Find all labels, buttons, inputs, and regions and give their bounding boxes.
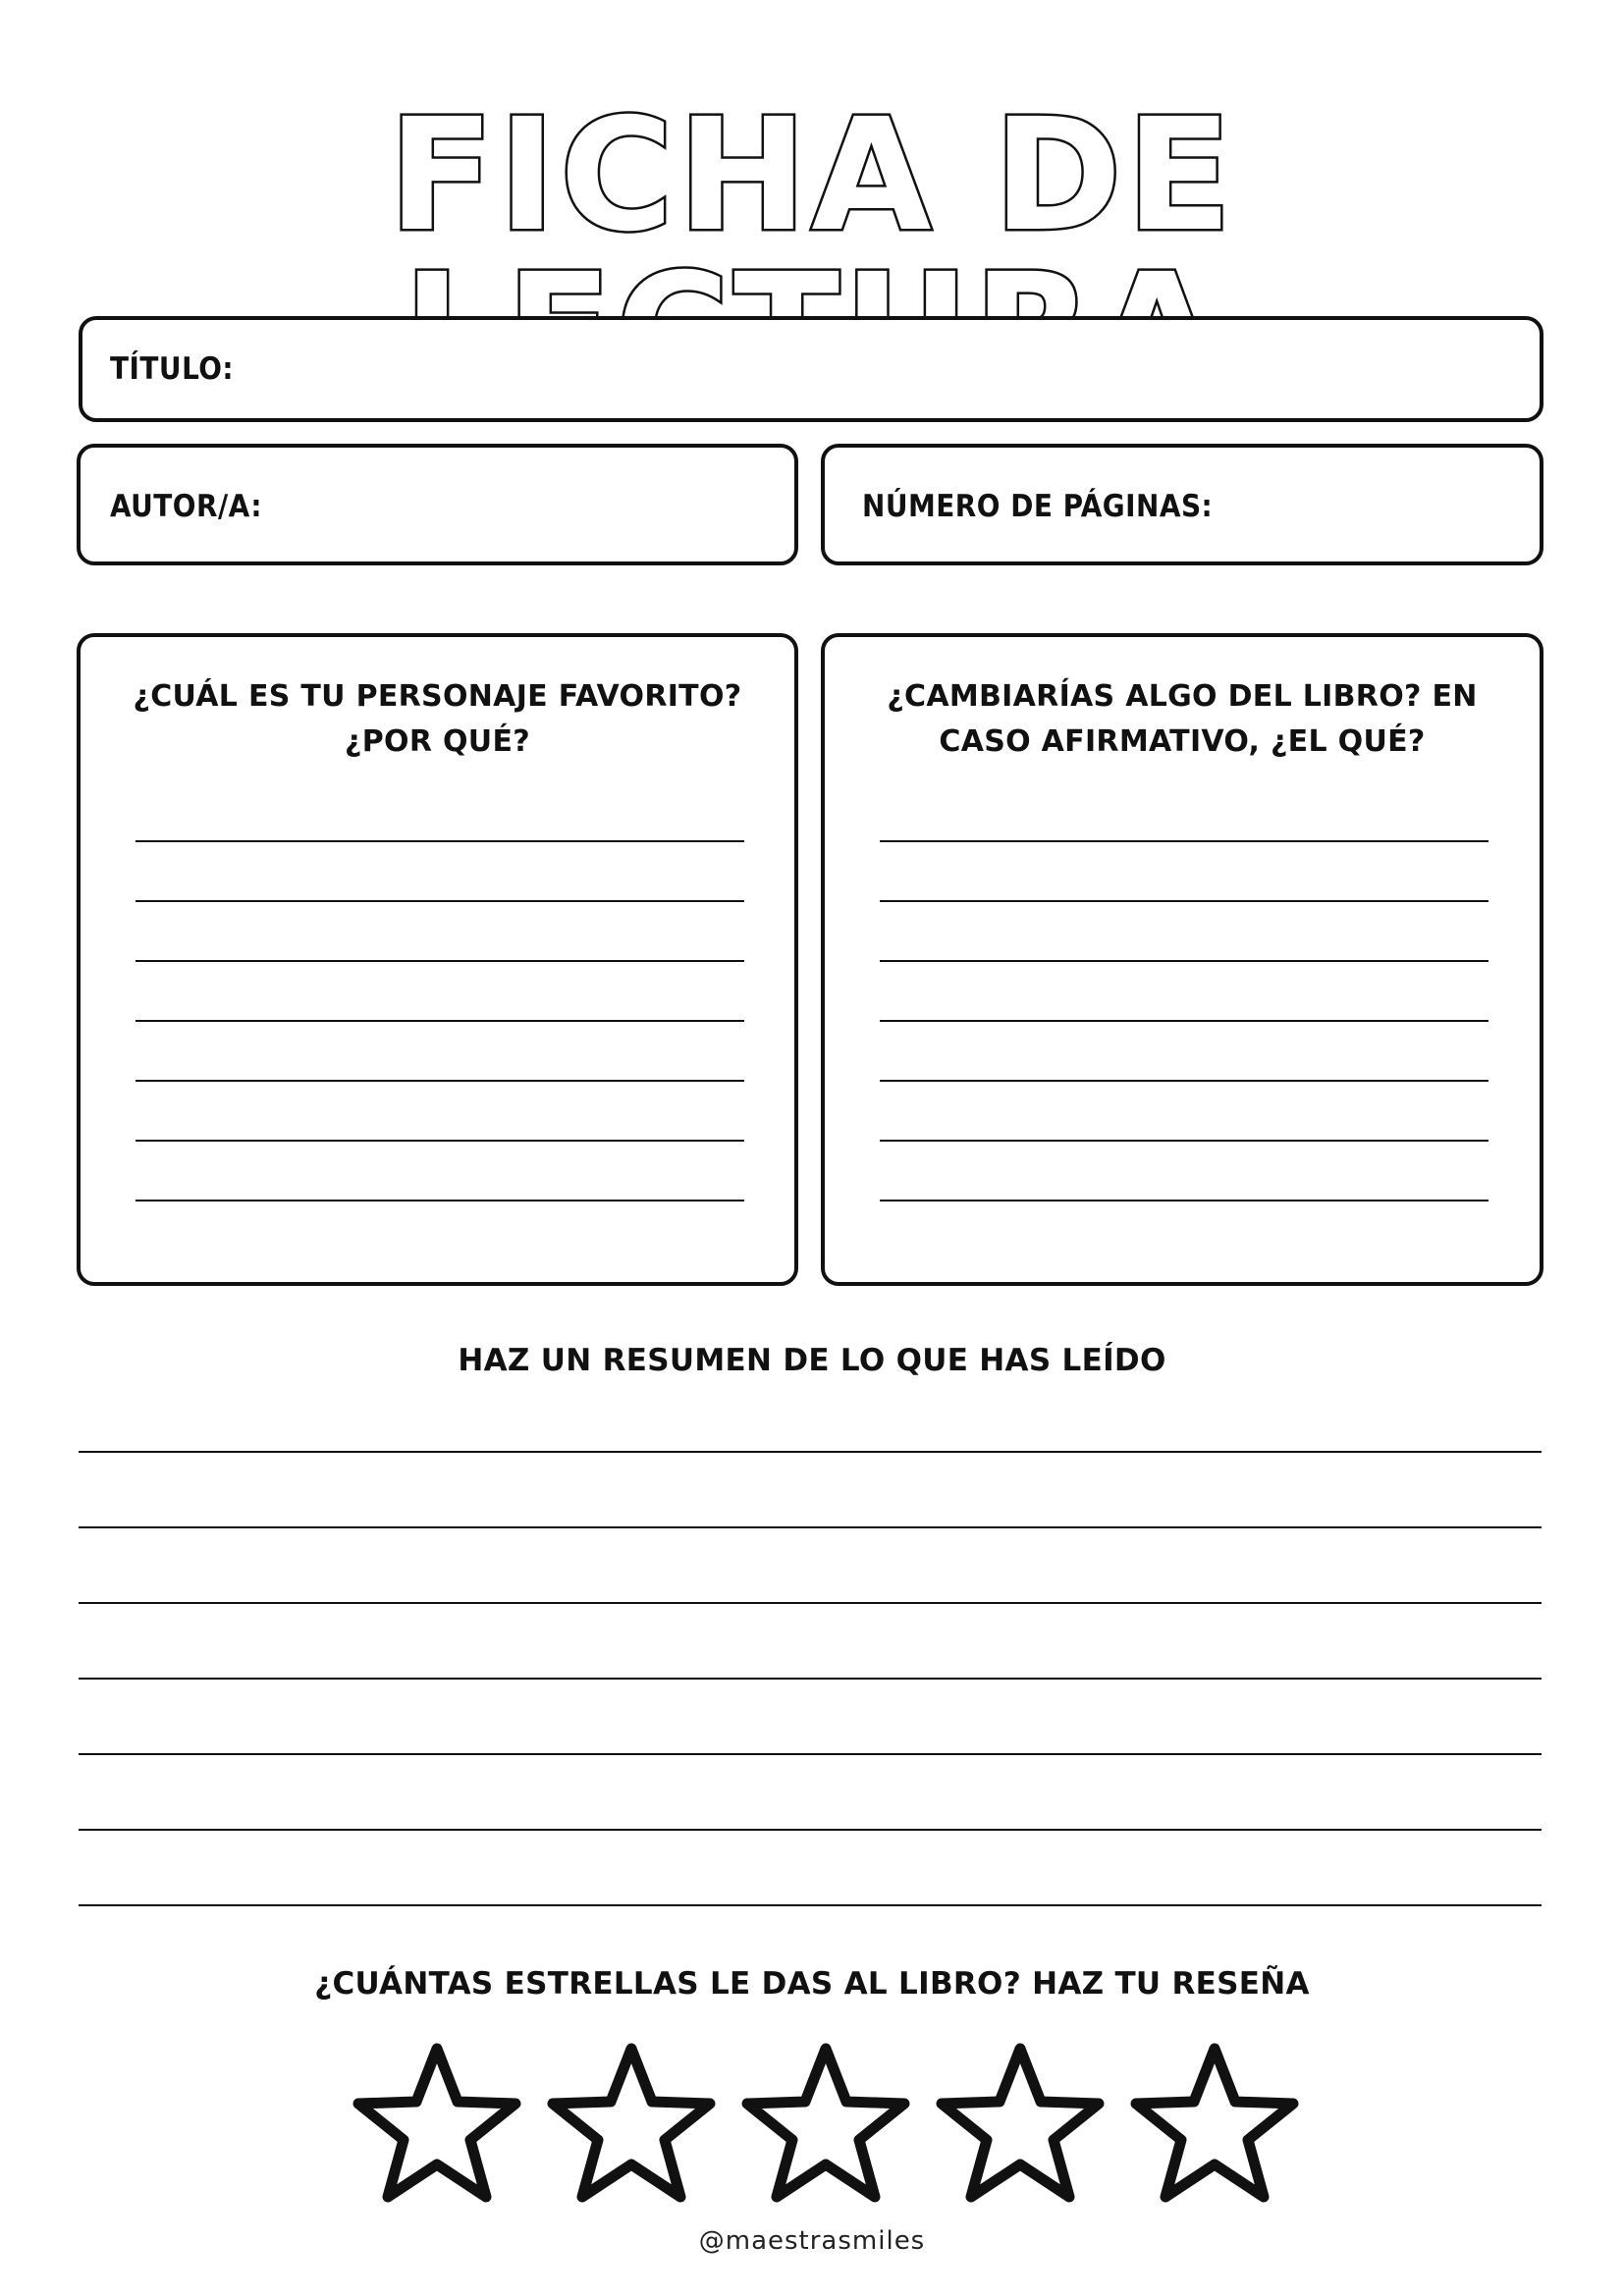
writing-line bbox=[135, 840, 744, 842]
writing-line bbox=[880, 1200, 1489, 1201]
writing-line bbox=[135, 1140, 744, 1142]
summary-line bbox=[79, 1753, 1542, 1755]
summary-line bbox=[79, 1829, 1542, 1831]
summary-line bbox=[79, 1678, 1542, 1680]
writing-line bbox=[880, 960, 1489, 962]
paginas-label: NÚMERO DE PÁGINAS: bbox=[862, 489, 1214, 524]
summary-line bbox=[79, 1451, 1542, 1453]
personaje-question-line1: ¿CUÁL ES TU PERSONAJE FAVORITO? bbox=[133, 679, 742, 714]
summary-heading: HAZ UN RESUMEN DE LO QUE HAS LEÍDO bbox=[458, 1343, 1166, 1378]
footer-handle: @maestrasmiles bbox=[698, 2226, 926, 2256]
writing-line bbox=[135, 900, 744, 902]
personaje-box[interactable] bbox=[77, 633, 798, 1286]
writing-line bbox=[880, 1080, 1489, 1082]
star-5-icon[interactable] bbox=[1126, 2037, 1303, 2209]
summary-line bbox=[79, 1602, 1542, 1604]
writing-line bbox=[135, 960, 744, 962]
cambiar-question-line2: CASO AFIRMATIVO, ¿EL QUÉ? bbox=[939, 724, 1426, 759]
autor-field[interactable] bbox=[77, 444, 798, 565]
writing-line bbox=[880, 840, 1489, 842]
writing-line bbox=[880, 1020, 1489, 1022]
cambiar-question-line1: ¿CAMBIARÍAS ALGO DEL LIBRO? EN bbox=[887, 679, 1478, 714]
star-3-icon[interactable] bbox=[737, 2037, 914, 2209]
writing-line bbox=[135, 1020, 744, 1022]
titulo-field[interactable] bbox=[79, 316, 1543, 422]
cambiar-box[interactable] bbox=[821, 633, 1543, 1286]
star-4-icon[interactable] bbox=[932, 2037, 1109, 2209]
summary-line bbox=[79, 1526, 1542, 1528]
rating-heading: ¿CUÁNTAS ESTRELLAS LE DAS AL LIBRO? HAZ TU RESEÑA bbox=[314, 1966, 1310, 2002]
writing-line bbox=[880, 1140, 1489, 1142]
star-2-icon[interactable] bbox=[543, 2037, 720, 2209]
personaje-question-line2: ¿POR QUÉ? bbox=[345, 724, 530, 759]
personaje-question bbox=[81, 674, 794, 765]
paginas-field[interactable] bbox=[821, 444, 1543, 565]
cambiar-question bbox=[825, 674, 1540, 765]
writing-line bbox=[135, 1080, 744, 1082]
summary-line bbox=[79, 1904, 1542, 1906]
autor-label: AUTOR/A: bbox=[110, 489, 262, 524]
star-rating[interactable] bbox=[349, 2037, 1311, 2214]
page-title: FICHA DE bbox=[388, 85, 1236, 266]
star-1-icon[interactable] bbox=[349, 2037, 525, 2209]
writing-line bbox=[135, 1200, 744, 1201]
titulo-label: TÍTULO: bbox=[110, 351, 235, 387]
writing-line bbox=[880, 900, 1489, 902]
